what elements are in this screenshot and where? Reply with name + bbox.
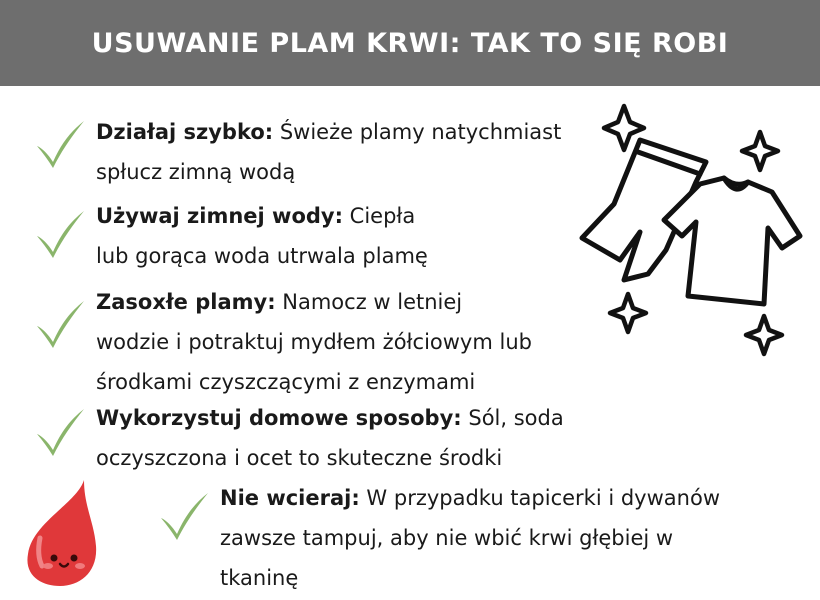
header-banner — [0, 0, 820, 86]
tip-text: Świeże plamy natychmiast — [273, 120, 562, 144]
tip-text: spłucz zimną wodą — [96, 160, 296, 184]
tip-heading: Nie wcieraj: — [220, 486, 360, 510]
tip-text: wodzie i potraktuj mydłem żółciowym lub — [96, 330, 532, 354]
checkmark-icon — [34, 208, 86, 260]
tip-text: Ciepła — [343, 204, 416, 228]
sparkle-icon — [746, 316, 782, 354]
tip-text: zawsze tampuj, aby nie wbić krwi głębiej w — [220, 526, 674, 550]
tip-text: W przypadku tapicerki i dywanów — [359, 486, 720, 510]
tip-heading: Działaj szybko: — [96, 120, 274, 144]
sparkle-icon — [610, 294, 646, 332]
checkmark-icon — [34, 118, 86, 170]
tip-text: Sól, soda — [461, 406, 564, 430]
checkmark-icon — [158, 490, 210, 542]
tip-heading: Zasoxłe plamy: — [96, 290, 276, 314]
tip-text: Namocz w letniej — [275, 290, 463, 314]
sparkle-icon — [742, 132, 778, 170]
tip-heading: Wykorzystuj domowe sposoby: — [96, 406, 462, 430]
clothes-icon — [578, 100, 808, 364]
page-title: USUWANIE PLAM KRWI: TAK TO SIĘ ROBI — [91, 27, 729, 59]
checkmark-icon — [34, 406, 86, 458]
tip-text: środkami czyszczącymi z enzymami — [96, 370, 476, 394]
tip-text: lub gorąca woda utrwala plamę — [96, 244, 428, 268]
tip-heading: Używaj zimnej wody: — [96, 204, 343, 228]
tip-text: tkaninę — [220, 566, 299, 590]
blood-drop-icon — [22, 478, 102, 592]
checkmark-icon — [34, 298, 86, 350]
tip-text: oczyszczona i ocet to skuteczne środki — [96, 446, 503, 470]
